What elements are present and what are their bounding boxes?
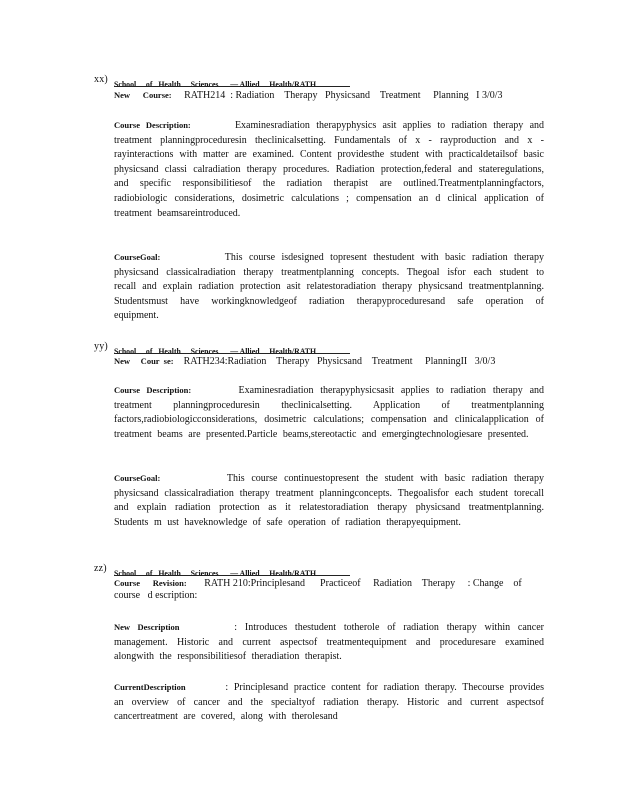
title-label: New Cour se:	[114, 356, 174, 366]
current-description-label: CurrentDescription	[114, 682, 186, 692]
goal-text: This course isdesigned topresent thestudent with basic radiation therapy physicsand classicalradiation therapy treatmentplanning concepts. Thegoal isfor each student to recall and explain radiation protection asit relatestoradiation therapy physicsand treatmentplanning. Studentsmust have workingknowledgeof radiation therapyproceduresand safe operation of equipment.	[114, 252, 544, 322]
course-title-line	[114, 356, 544, 367]
course-description-paragraph	[114, 383, 544, 442]
course-title-line	[114, 90, 544, 101]
course-title-line	[114, 578, 544, 589]
current-description-paragraph	[114, 680, 544, 725]
new-description-text: : Introduces thestudent totherole of radiation therapy within cancer management. Historic and current aspectsof treatmentequipment and proceduresare examined alongwith the responsibilitiesof theradiation therapist.	[114, 622, 545, 663]
course-goal-paragraph	[114, 471, 544, 530]
title-label: New Course:	[114, 90, 172, 100]
section-marker: xx)	[94, 74, 108, 85]
title-text: RATH214 : Radiation Therapy Physicsand Treatment Planning I 3/0/3	[184, 90, 503, 101]
description-label: Course Description:	[114, 120, 191, 130]
new-description-label: New Description	[114, 622, 180, 632]
goal-label: CourseGoal:	[114, 252, 161, 262]
course-description-paragraph	[114, 118, 544, 221]
title-label: Course Revision:	[114, 578, 187, 588]
course-goal-paragraph	[114, 250, 544, 324]
description-label: Course Description:	[114, 385, 192, 395]
course-title-continuation: course d escription:	[114, 590, 198, 601]
section-marker: zz)	[94, 563, 107, 574]
goal-text: This course continuestopresent the student with basic radiation therapy physicsand classicalradiation therapy treatment planningconcepts. Thegoalisfor each student torecall and explain radiation protection as it relatestoradiation therapy physicsand treatmentplanning. Students m ust haveknowledge of safe operation of radiation therapyequipment.	[114, 473, 544, 528]
new-description-paragraph	[114, 620, 544, 665]
title-text: RATH234:Radiation Therapy Physicsand Treatment PlanningII 3/0/3	[183, 356, 496, 367]
school-line: School of Health Sciences — Allied Health/RATH	[114, 568, 317, 578]
school-underline	[114, 86, 350, 87]
description-text: Examinesradiation therapyphysics asit applies to radiation therapy and treatment planningproceduresin theclinicalsetting. Fundamentals of x - rayproduction and x -rayinteractions with matter are examined. Content providesthe student with practicaldetailsof basic physicsand classi calradiation therapy procedures. Radiation protection,federal and stateregulations, and specific responsibilitiesof the radiation therapist are outlined.Treatmentplanningfactors, radiobiologic considerations, dosimetric calculations ; compensation an d clinical application of treatment beamsareintroduced.	[114, 120, 545, 219]
title-text: RATH 210:Principlesand Practiceof Radiation Therapy : Change of	[204, 578, 522, 589]
description-text: Examinesradiation therapyphysicsasit applies to radiation therapy and treatment planningproceduresin theclinicalsetting. Application of treatmentplanning factors,radiobiologicconsiderations, dosimetric calculations; compensation and clinicalapplication of treatment beams are presented.Particle beams,stereotactic and emergingtechnologiesare presented.	[114, 385, 545, 440]
goal-label: CourseGoal:	[114, 473, 161, 483]
current-description-text: : Principlesand practice content for radiation therapy. Thecourse provides an overview of cancer and the specialtyof radiation therapy. Historic and current aspectsof cancertreatment are covered, along with therolesand	[114, 682, 544, 723]
school-line: School of Health Sciences — Allied Health/RATH	[114, 346, 317, 356]
school-line: School of Health Sciences — Allied Health/RATH	[114, 79, 317, 89]
section-marker: yy)	[94, 341, 108, 352]
